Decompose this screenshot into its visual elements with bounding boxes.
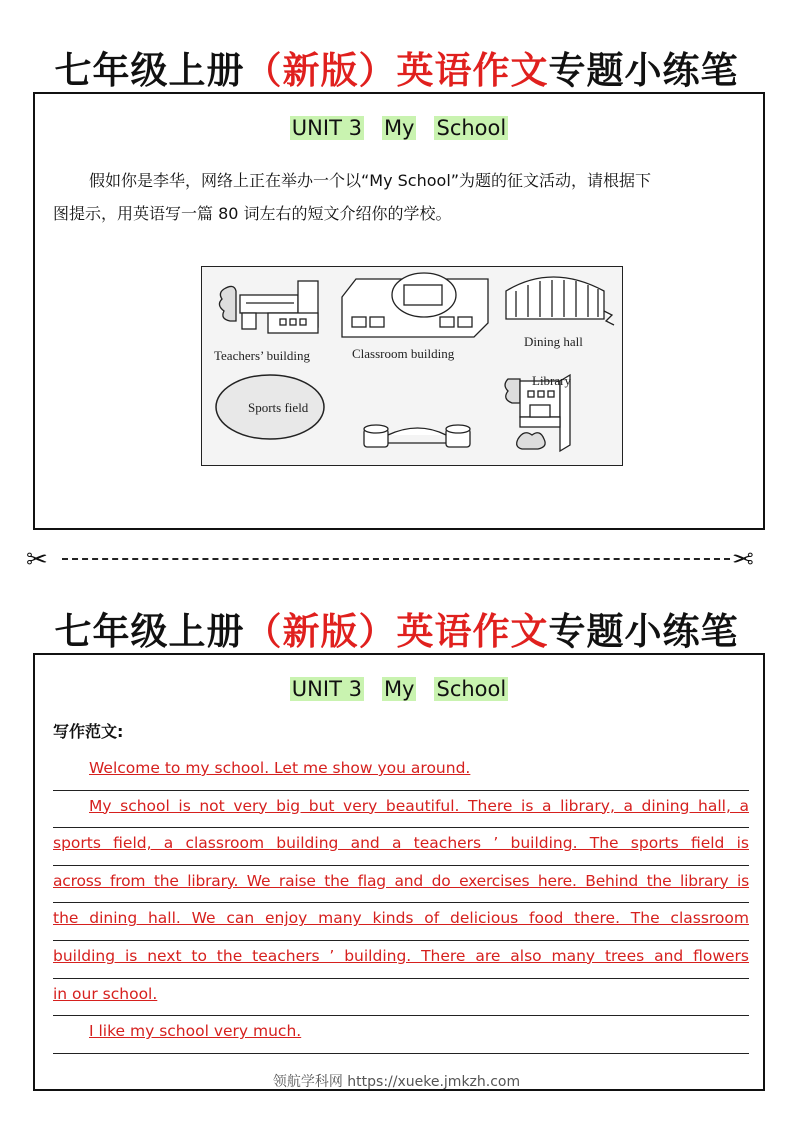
essay-line-8: I like my school very much. <box>89 1022 302 1041</box>
unit-title <box>35 116 763 140</box>
unit-word-my-repeat: My <box>383 677 415 701</box>
school-map-figure <box>201 266 623 466</box>
unit-title-repeat <box>35 677 763 701</box>
unit-number-repeat: UNIT 3 <box>291 677 362 701</box>
banner-part1: 七年级上册 <box>54 49 245 92</box>
writing-prompt <box>53 164 749 230</box>
essay-line <box>53 866 749 904</box>
teachers-building-drawing <box>219 281 318 333</box>
unit-word-school: School <box>436 116 507 140</box>
banner-part3: 专题小练笔 <box>548 49 739 92</box>
unit-number: UNIT 3 <box>291 116 362 140</box>
banner-part3-repeat: 专题小练笔 <box>548 610 739 653</box>
label-classroom-building: Classroom building <box>352 346 455 361</box>
essay-line-5: the dining hall. We can enjoy many kinds of delicious food there. The classroom <box>53 909 749 928</box>
label-sports-field: Sports field <box>248 400 309 415</box>
essay-line-1: Welcome to my school. Let me show you around. <box>89 759 471 777</box>
essay-line <box>53 903 749 941</box>
unit-word-school-repeat: School <box>436 677 507 701</box>
essay-line-7: in our school. <box>53 984 158 1003</box>
label-dining-hall: Dining hall <box>524 334 583 349</box>
unit-word-my: My <box>383 116 415 140</box>
classroom-building-drawing <box>342 273 488 337</box>
essay-line <box>53 979 749 1017</box>
prompt-line-2: 图提示，用英语写一篇 80 词左右的短文介绍你的学校。 <box>53 204 452 223</box>
sample-essay-label: 写作范文: <box>53 722 124 741</box>
banner-part2: （新版）英语作文 <box>244 49 549 92</box>
prompt-line-1: 假如你是李华，网络上正在举办一个以“My School”为题的征文活动，请根据下 <box>89 171 652 190</box>
sample-essay <box>53 753 749 1054</box>
essay-line <box>53 791 749 829</box>
scissors-icon-right: ✂ <box>732 545 754 575</box>
banner-part1-repeat: 七年级上册 <box>54 610 245 653</box>
label-teachers-building: Teachers’ building <box>214 348 310 363</box>
prompt-box <box>33 92 765 530</box>
essay-line <box>53 828 749 866</box>
school-map-drawing <box>202 267 622 465</box>
essay-line-3: sports field, a classroom building and a teachers ’ building. The sports field is <box>53 834 749 853</box>
footer-watermark: 领航学科网 https://xueke.jmkzh.com <box>272 1074 521 1090</box>
essay-line <box>53 1016 749 1054</box>
scissors-icon-left: ✂ <box>26 545 48 575</box>
essay-line <box>53 753 749 791</box>
school-gate-drawing <box>364 425 470 447</box>
page-banner-bottom <box>0 601 793 655</box>
banner-part2-repeat: （新版）英语作文 <box>244 610 549 653</box>
dining-hall-drawing <box>506 277 614 325</box>
essay-line-2: My school is not very big but very beautiful. There is a library, a dining hall, a <box>89 796 749 815</box>
essay-line <box>53 941 749 979</box>
cut-line <box>62 558 730 560</box>
essay-line-4: across from the library. We raise the flag and do exercises here. Behind the library is <box>53 871 749 890</box>
essay-line-6: building is next to the teachers ’ building. There are also many trees and flowers <box>53 946 749 965</box>
label-library: Library <box>532 373 571 388</box>
sample-essay-box <box>33 653 765 1091</box>
page-banner-top <box>0 40 793 94</box>
